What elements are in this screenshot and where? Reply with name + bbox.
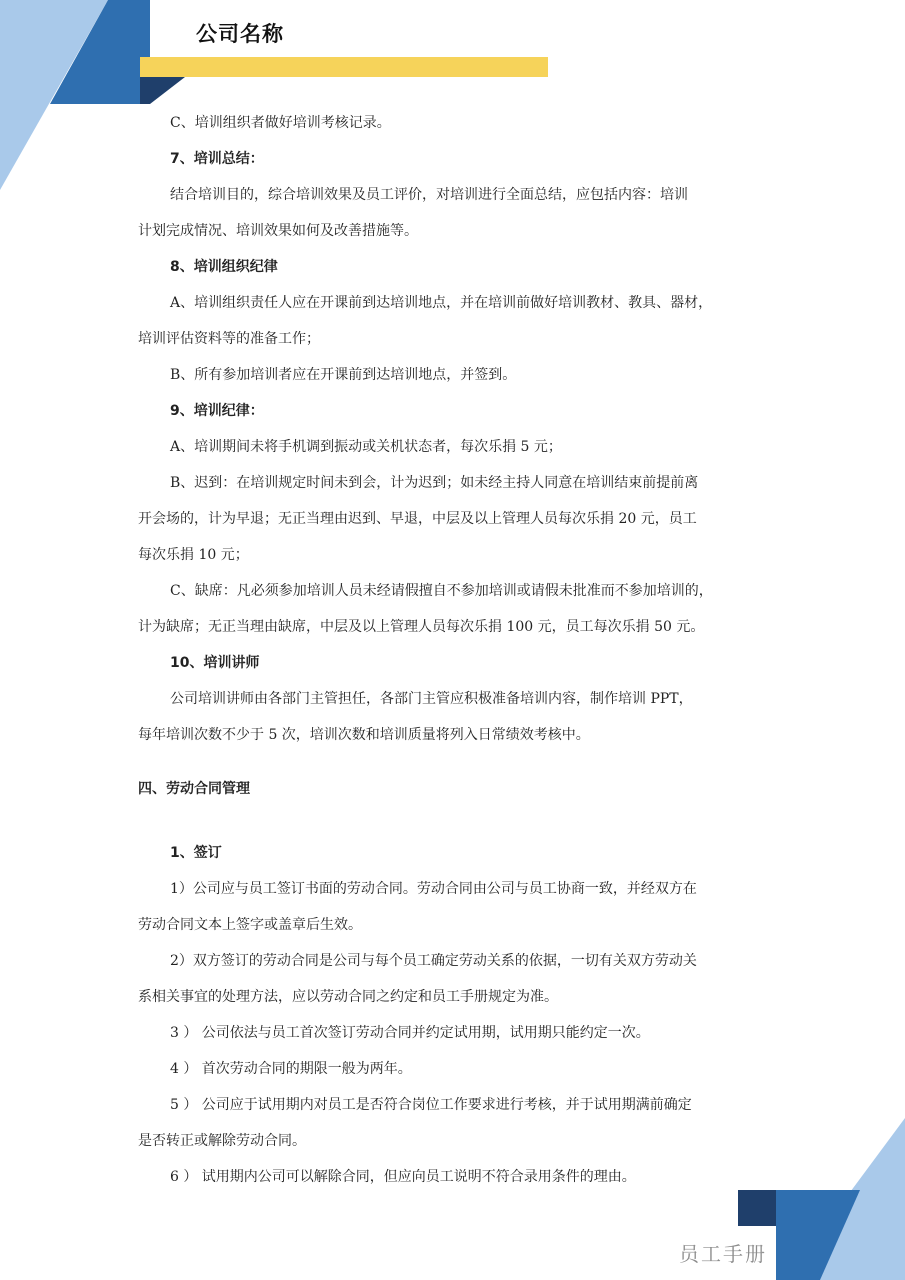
paragraph: C、缺席：凡必须参加培训人员未经请假擅自不参加培训或请假未批准而不参加培训的， [170, 583, 713, 599]
bottom-navy-triangle [738, 1190, 776, 1226]
paragraph: 计划完成情况、培训效果如何及改善措施等。 [138, 223, 418, 239]
paragraph: 每次乐捐 10 元； [138, 547, 249, 563]
heading-sign: 1、签订 [170, 845, 222, 861]
paragraph: B、迟到：在培训规定时间未到会，计为迟到；如未经主持人同意在培训结束前提前离 [170, 475, 699, 491]
paragraph: 开会场的，计为早退；无正当理由迟到、早退，中层及以上管理人员每次乐捐 20 元，员工 [138, 511, 697, 527]
company-name: 公司名称 [196, 22, 284, 46]
paragraph: 培训评估资料等的准备工作； [138, 331, 320, 347]
paragraph: 4 ） 首次劳动合同的期限一般为两年。 [170, 1061, 412, 1077]
paragraph: 系相关事宜的处理方法，应以劳动合同之约定和员工手册规定为准。 [138, 989, 558, 1005]
paragraph: 结合培训目的，综合培训效果及员工评价，对培训进行全面总结，应包括内容：培训 [170, 187, 688, 203]
paragraph: 1）公司应与员工签订书面的劳动合同。劳动合同由公司与员工协商一致，并经双方在 [170, 881, 697, 897]
heading-10: 10、培训讲师 [170, 655, 260, 671]
paragraph: 6 ） 试用期内公司可以解除合同，但应向员工说明不符合录用条件的理由。 [170, 1169, 636, 1185]
paragraph: 劳动合同文本上签字或盖章后生效。 [138, 917, 362, 933]
paragraph: B、所有参加培训者应在开课前到达培训地点，并签到。 [170, 367, 517, 383]
paragraph: 公司培训讲师由各部门主管担任，各部门主管应积极准备培训内容，制作培训 PPT， [170, 691, 693, 707]
header-yellow-bar [140, 57, 548, 77]
navy-sliver [140, 77, 185, 104]
paragraph: A、培训组织责任人应在开课前到达培训地点，并在培训前做好培训教材、教具、器材， [170, 295, 713, 311]
heading-9: 9、培训纪律： [170, 403, 264, 419]
section-heading-4: 四、劳动合同管理 [138, 781, 250, 797]
paragraph: 2）双方签订的劳动合同是公司与每个员工确定劳动关系的依据，一切有关双方劳动关 [170, 953, 697, 969]
paragraph: C、培训组织者做好培训考核记录。 [170, 115, 391, 131]
document-body [138, 110, 778, 1190]
paragraph: 3 ） 公司依法与员工首次签订劳动合同并约定试用期，试用期只能约定一次。 [170, 1025, 650, 1041]
paragraph: 5 ） 公司应于试用期内对员工是否符合岗位工作要求进行考核，并于试用期满前确定 [170, 1097, 692, 1113]
paragraph: 计为缺席；无正当理由缺席，中层及以上管理人员每次乐捐 100 元，员工每次乐捐 50 元。 [138, 619, 705, 635]
paragraph: 每年培训次数不少于 5 次，培训次数和培训质量将列入日常绩效考核中。 [138, 727, 590, 743]
paragraph: A、培训期间未将手机调到振动或关机状态者，每次乐捐 5 元； [170, 439, 562, 455]
heading-7: 7、培训总结： [170, 151, 264, 167]
paragraph: 是否转正或解除劳动合同。 [138, 1133, 306, 1149]
footer-label: 员工手册 [679, 1242, 767, 1266]
heading-8: 8、培训组织纪律 [170, 259, 278, 275]
